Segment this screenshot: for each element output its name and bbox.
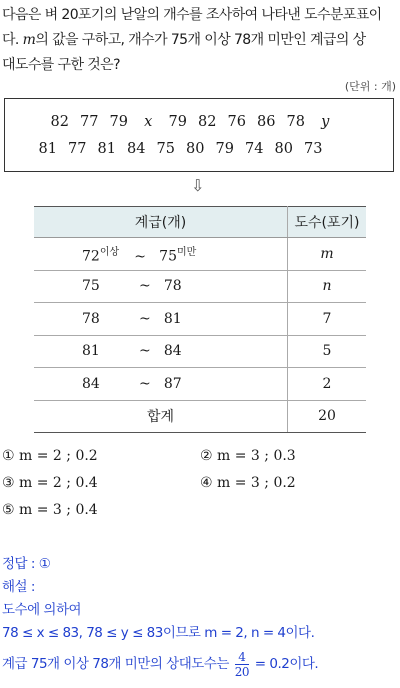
table-row <box>34 238 366 271</box>
raw-data-value: 77 <box>68 141 87 157</box>
fraction-denominator: 20 <box>234 664 249 679</box>
class-upper-suffix: 미만 <box>176 246 197 258</box>
answer-label: 정답 : ① <box>2 556 51 572</box>
class-interval <box>34 270 288 303</box>
raw-data-value: 81 <box>38 141 57 157</box>
table-row <box>34 335 366 368</box>
raw-data-value: 82 <box>50 114 69 130</box>
raw-data-value: 78 <box>286 114 305 130</box>
fraction <box>235 650 249 679</box>
frequency-table <box>34 206 366 433</box>
frequency-value: n <box>288 270 367 303</box>
tilde: ~ <box>134 248 147 265</box>
tilde: ~ <box>138 343 151 360</box>
answer-section <box>2 553 400 683</box>
tilde: ~ <box>138 310 151 327</box>
choice-number: ① <box>2 448 15 464</box>
choice-1[interactable] <box>2 448 98 464</box>
explanation-line-3: 계급 75개 이상 78개 미만의 상대도수는 $\frac{4}{20}$ = 0.2이다. <box>2 649 319 679</box>
frequency-value: 5 <box>288 335 367 368</box>
raw-data-value: 75 <box>156 141 175 157</box>
raw-data-value: 86 <box>257 114 276 130</box>
raw-data-value: x <box>144 114 153 130</box>
question-line-2: 다. m의 값을 구하고, 개수가 75개 이상 78개 미만인 계급의 상 <box>2 32 366 48</box>
class-upper: 81 <box>163 310 182 327</box>
table-row <box>34 368 366 401</box>
choice-number: ② <box>200 448 213 464</box>
raw-data-value: 79 <box>168 114 187 130</box>
question-line-1: 다음은 벼 20포기의 낟알의 개수를 조사하여 나타낸 도수분포표이 <box>2 7 382 23</box>
class-interval <box>34 368 288 401</box>
class-upper: 78 <box>163 278 182 295</box>
choice-text: m = 3 ; 0.2 <box>217 475 296 491</box>
raw-data-value: 77 <box>80 114 99 130</box>
class-lower: 75 <box>82 278 100 295</box>
raw-data-value: 82 <box>198 114 217 130</box>
table-header-row <box>34 207 366 238</box>
header-frequency: 도수(포기) <box>288 207 367 238</box>
raw-data-value: 81 <box>97 141 116 157</box>
total-value: 20 <box>288 400 367 433</box>
choice-text: m = 2 ; 0.4 <box>19 475 98 491</box>
explanation-line-1: 도수에 의하여 <box>2 602 82 618</box>
raw-data-value: 84 <box>127 141 146 157</box>
question-line-3: 대도수를 구한 것은? <box>2 57 120 73</box>
explanation-label: 해설 : <box>2 579 35 595</box>
choice-number: ⑤ <box>2 502 15 518</box>
class-upper: 87 <box>163 375 182 392</box>
unit-label: (단위 : 개) <box>344 80 396 93</box>
class-interval <box>34 303 288 336</box>
choice-number: ③ <box>2 475 15 491</box>
choice-text: m = 3 ; 0.3 <box>217 448 296 464</box>
class-lower: 84 <box>82 375 100 392</box>
class-lower: 78 <box>82 310 100 327</box>
raw-data-value: 79 <box>109 114 128 130</box>
raw-data-value: 79 <box>215 141 234 157</box>
class-interval <box>34 335 288 368</box>
frequency-value: 2 <box>288 368 367 401</box>
raw-data-value: 80 <box>274 141 293 157</box>
variable-m: m <box>22 32 36 48</box>
table-row <box>34 303 366 336</box>
raw-data-row-2 <box>33 141 328 157</box>
down-arrow-icon: ⇩ <box>191 176 205 195</box>
class-lower: 72 <box>82 248 100 265</box>
tilde: ~ <box>138 375 151 392</box>
choice-text: m = 3 ; 0.4 <box>19 502 98 518</box>
choice-3[interactable] <box>2 475 98 491</box>
question-text <box>2 3 398 78</box>
class-lower: 81 <box>82 343 100 360</box>
choice-2[interactable] <box>200 448 296 464</box>
tilde: ~ <box>138 278 151 295</box>
frequency-value: 7 <box>288 303 367 336</box>
class-upper: 75 <box>159 248 177 265</box>
class-upper: 84 <box>163 343 182 360</box>
total-label: 합계 <box>34 400 288 433</box>
frequency-value: m <box>288 238 367 271</box>
raw-data-row-1 <box>45 114 340 130</box>
choice-4[interactable] <box>200 475 296 491</box>
table-total-row <box>34 400 366 433</box>
fraction-numerator: 4 <box>238 649 246 664</box>
choice-number: ④ <box>200 475 213 491</box>
class-interval <box>34 238 288 271</box>
raw-data-value: y <box>321 114 330 130</box>
raw-data-value: 80 <box>186 141 205 157</box>
class-lower-suffix: 이상 <box>99 246 120 258</box>
raw-data-value: 74 <box>245 141 264 157</box>
header-class: 계급(개) <box>34 207 288 238</box>
raw-data-value: 73 <box>304 141 323 157</box>
raw-data-box <box>4 98 394 172</box>
raw-data-value: 76 <box>227 114 246 130</box>
table-row <box>34 270 366 303</box>
explanation-line-2: 78 ≤ x ≤ 83, 78 ≤ y ≤ 83이므로 m = 2, n = 4이다. <box>2 625 315 641</box>
choice-5[interactable] <box>2 502 98 518</box>
choice-text: m = 2 ; 0.2 <box>19 448 98 464</box>
